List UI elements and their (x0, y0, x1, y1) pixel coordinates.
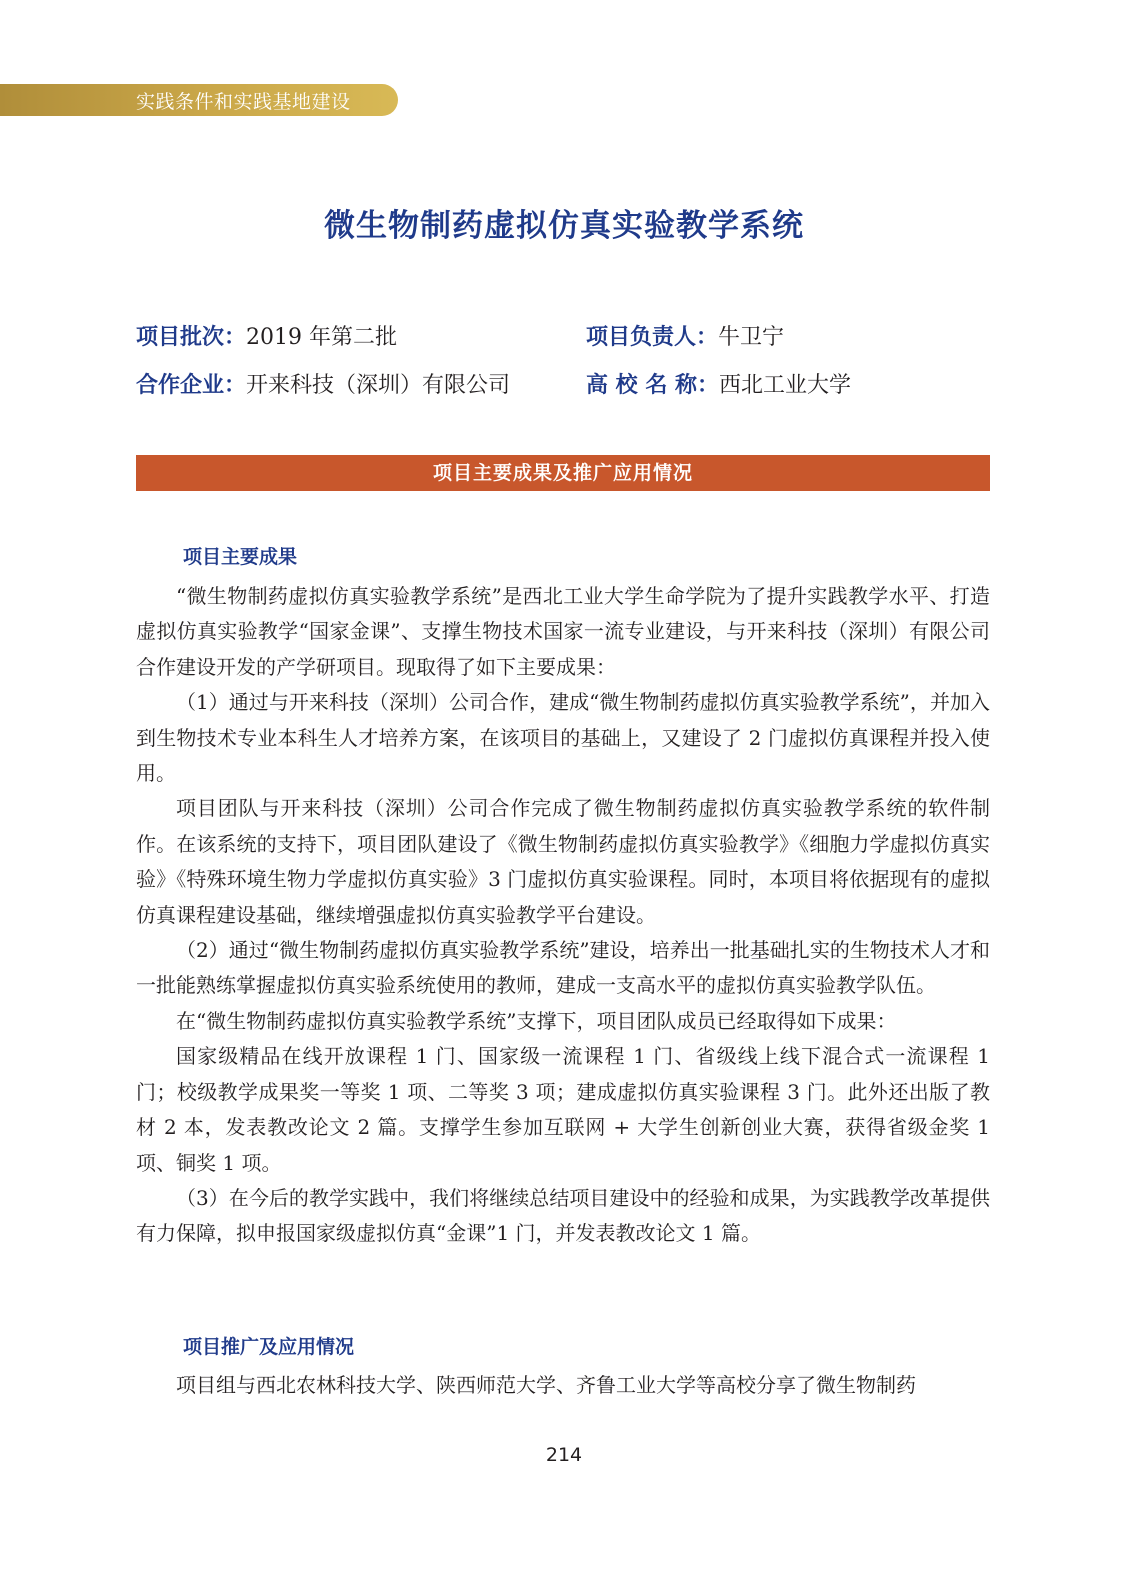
meta-company (136, 371, 510, 401)
achievements-body (136, 579, 990, 1252)
paragraph: 在“微生物制药虚拟仿真实验教学系统”支撑下，项目团队成员已经取得如下成果： (176, 1008, 897, 1033)
paragraph: 国家级精品在线开放课程 1 门、国家级一流课程 1 门、省级线上线下混合式一流课程 1 门；校级教学成果奖一等奖 1 项、二等奖 3 项；建成虚拟仿真实验课程 3 门。此外还出版了教材 2 本，发表教改论文 2 篇。支撑学生参加互联网 + 大学生创新创业大赛，获得省级金奖 1 项、铜奖 1 项。 (136, 1044, 990, 1175)
company-value: 开来科技（深圳）有限公司 (246, 373, 511, 398)
paragraph: “微生物制药虚拟仿真实验教学系统”是西北工业大学生命学院为了提升实践教学水平、打造虚拟仿真实验教学“国家金课”、支撑生物技术国家一流专业建设，与开来科技（深圳）有限公司合作建设开发的产学研项目。现取得了如下主要成果： (136, 584, 990, 679)
page-title: 微生物制药虚拟仿真实验教学系统 (324, 208, 804, 244)
section-bar: 项目主要成果及推广应用情况 (136, 455, 990, 491)
paragraph: （1）通过与开来科技（深圳）公司合作，建成“微生物制药虚拟仿真实验教学系统”，并加入到生物技术专业本科生人才培养方案，在该项目的基础上，又建设了 2 门虚拟仿真课程并投入使用。 (136, 690, 990, 786)
paragraph: 项目组与西北农林科技大学、陕西师范大学、齐鲁工业大学等高校分享了微生物制药 (176, 1373, 916, 1397)
page-number: 214 (545, 1444, 583, 1466)
batch-value: 2019 年第二批 (246, 325, 397, 350)
paragraph: （2）通过“微生物制药虚拟仿真实验教学系统”建设，培养出一批基础扎实的生物技术人才和一批能熟练掌握虚拟仿真实验系统使用的教师，建成一支高水平的虚拟仿真实验教学队伍。 (136, 938, 990, 998)
leader-label: 项目负责人： (586, 325, 719, 350)
meta-batch (136, 323, 397, 353)
leader-value: 牛卫宁 (718, 325, 785, 350)
paragraph: （3）在今后的教学实践中，我们将继续总结项目建设中的经验和成果，为实践教学改革提供有力保障，拟申报国家级虚拟仿真“金课”1 门，并发表教改论文 1 篇。 (136, 1185, 990, 1246)
school-label: 高 校 名 称： (586, 373, 719, 398)
header-section-label: 实践条件和实践基地建设 (136, 91, 351, 113)
paragraph: 项目团队与开来科技（深圳）公司合作完成了微生物制药虚拟仿真实验教学系统的软件制作。在该系统的支持下，项目团队建设了《微生物制药虚拟仿真实验教学》《细胞力学虚拟仿真实验》《特殊环境生物力学虚拟仿真实验》3 门虚拟仿真实验课程。同时，本项目将依据现有的虚拟仿真课程建设基础，继续增强虚拟仿真实验教学平台建设。 (136, 796, 990, 927)
meta-leader (586, 323, 784, 353)
promotion-body (136, 1368, 990, 1403)
subheading-achievements: 项目主要成果 (183, 546, 298, 568)
meta-school (586, 371, 851, 401)
batch-label: 项目批次： (136, 325, 247, 350)
company-label: 合作企业： (136, 373, 247, 398)
header-band (0, 84, 398, 116)
subheading-promotion: 项目推广及应用情况 (183, 1336, 355, 1358)
school-value: 西北工业大学 (718, 373, 851, 398)
